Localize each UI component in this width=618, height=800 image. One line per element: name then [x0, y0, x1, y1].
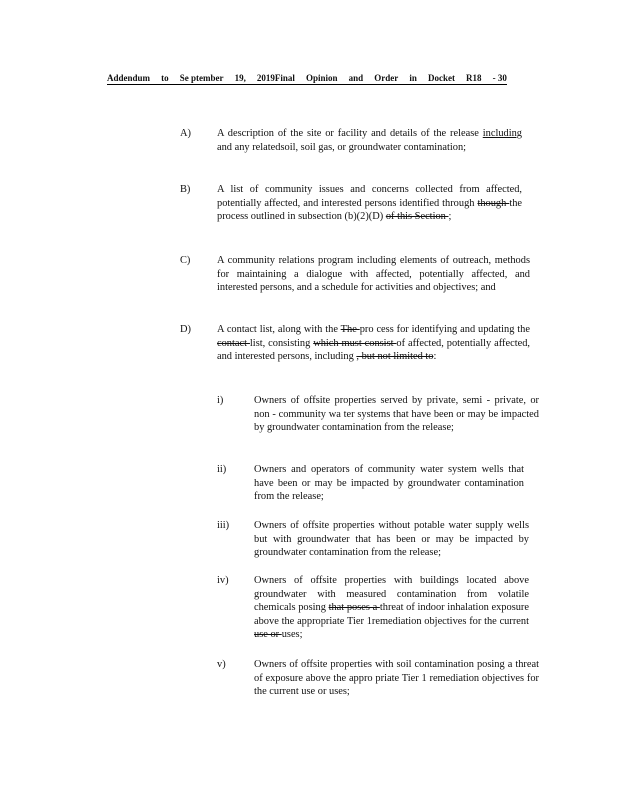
item-text: Owners of offsite properties served by private, semi - private, or non - community wa ter systems that have been or may be impacted by groundwater contamination from the release;	[254, 395, 539, 434]
page-header	[107, 73, 507, 85]
header-word: in	[409, 73, 417, 83]
deleted-text: use or	[254, 629, 282, 641]
header-word: Order	[374, 73, 399, 83]
item-text: Owners of offsite properties without potable water supply wells but with groundwater that has been or may be impacted by groundwater contamination from the release;	[254, 520, 529, 559]
item-label: B)	[180, 184, 191, 195]
deleted-text: contact	[217, 337, 250, 349]
item-text: A list of community issues and concerns collected from affected, potentially affected, and interested persons identified through though the process outlined in subsection (b)(2)(D) of this Section ;	[217, 184, 523, 223]
item-text: Owners and operators of community water system wells that have been or may be impacted by groundwater contamination from the release;	[254, 464, 524, 503]
header-word: to	[161, 73, 169, 83]
deleted-text: which must consist	[313, 337, 397, 349]
item-label: ii)	[217, 464, 227, 475]
header-word: Opinion	[306, 73, 338, 83]
header-word: - 30	[492, 73, 507, 83]
item-label: iii)	[217, 520, 230, 531]
item-label: iv)	[217, 575, 229, 586]
header-word: and	[348, 73, 364, 83]
deleted-text: that poses a	[328, 602, 380, 614]
item-label: v)	[217, 659, 226, 670]
deleted-text: , but not limited to	[356, 351, 434, 363]
header-word: Docket	[427, 73, 455, 83]
header-word: Addendum	[107, 73, 151, 83]
item-label: D)	[180, 324, 191, 335]
item-text: Owners of offsite properties with soil contamination posing a threat of exposure above the appro priate Tier 1 remediation objectives for the current use or uses;	[254, 659, 539, 698]
header-word: Se ptember	[179, 73, 224, 83]
inserted-text: including	[482, 128, 522, 139]
item-label: i)	[217, 395, 224, 406]
item-text: A community relations program including elements of outreach, methods for maintaining a dialogue with affected, potentially affected, and interested persons, and a schedule for activities and objectives; and	[217, 255, 530, 294]
deleted-text: The	[340, 324, 360, 335]
item-text: A contact list, along with the The pro cess for identifying and updating the contact list, consisting which must consist of affected, potentially affected, and interested persons, including , but not limited to:	[217, 324, 530, 363]
deleted-text: of this Section	[385, 211, 449, 223]
header-word: 19,	[234, 73, 246, 83]
item-text: Owners of offsite properties with buildings located above groundwater with measured contamination from volatile chemicals posing that poses a threat of indoor inhalation exposure above the appropriate Tier 1remediation objectives for the current use or uses;	[254, 575, 530, 641]
header-word: R18	[466, 73, 482, 83]
item-label: C)	[180, 255, 191, 266]
deleted-text: though	[477, 197, 510, 209]
item-label: A)	[180, 128, 191, 139]
item-text: A description of the site or facility and details of the release including and any relatedsoil, soil gas, or groundwater contamination;	[217, 128, 522, 153]
header-word: 2019Final	[256, 73, 295, 83]
